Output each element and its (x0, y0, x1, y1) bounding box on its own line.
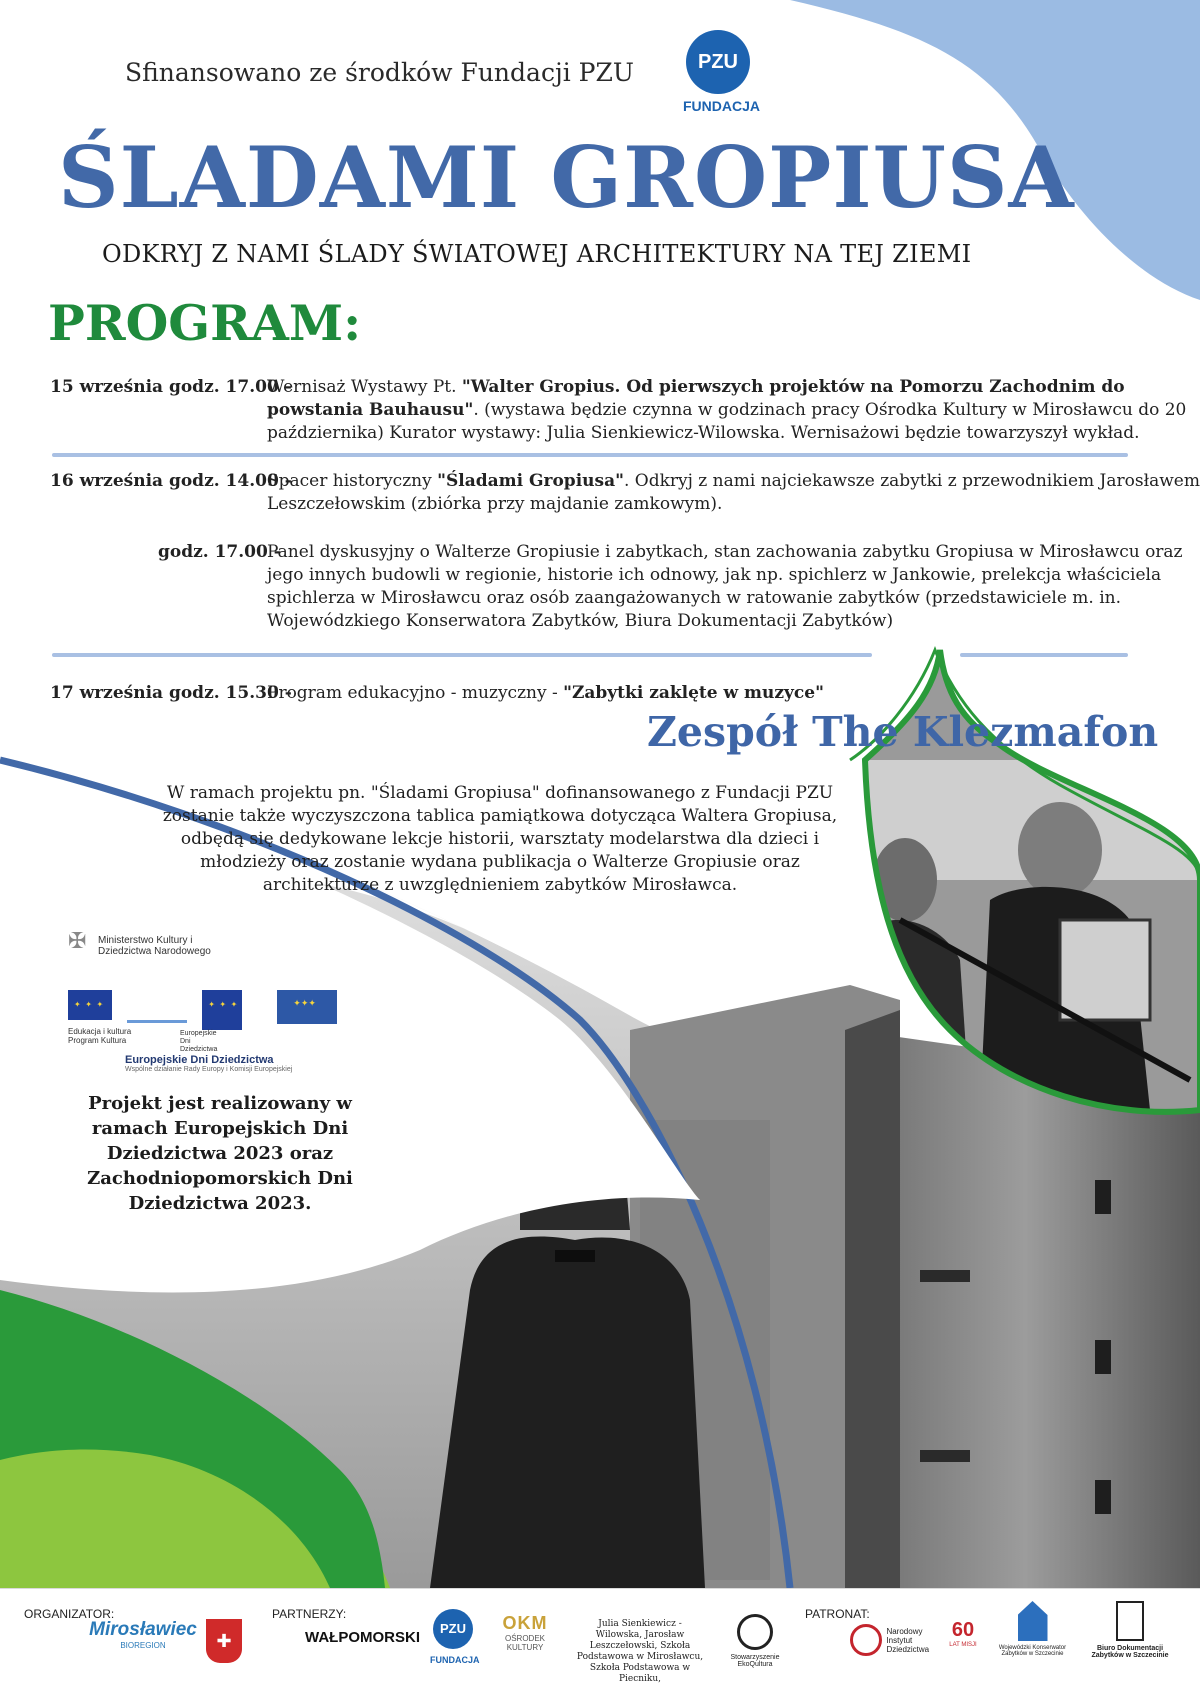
walpomorski-logo: WAŁPOMORSKI (305, 1629, 420, 1646)
council-of-europe-flag-icon (277, 990, 337, 1024)
event-lead: Spacer historyczny (267, 471, 438, 491)
miroslawiec-sub: BIOREGION (120, 1641, 166, 1650)
edd-eu-flag-icon (202, 990, 242, 1030)
wkz-name: Wojewódzki Konserwator Zabytków w Szczecinie (998, 1645, 1067, 1657)
event-details: . Odkryj z nami najciekawsze zabytki z przewodnikiem Jarosławem Leszczełowskim (zbiórka przy majdanie zamkowym). (267, 471, 1200, 514)
pzu-logo-mark: PZU (686, 30, 750, 94)
pzu-mark: PZU (433, 1609, 473, 1649)
event-lead: Panel dyskusyjny o Walterze Gropiusie i zabytkach, stan zachowania zabytku Gropiusa w Mirosławcu oraz jego innych budowli w regionie, historie ich odnowy, jak np. spichlerz w Jankowie, prelekcja właściciela spichlerza w Mirosławcu oraz osób zaangażowanych w ratowanie zabytków (przedstawiciele m. in. Wojewódzkiego Konserwatora Zabytków, Biura Dokumentacji Zabytków) (267, 542, 1183, 631)
eagle-icon: ✠ (68, 928, 87, 953)
bdz-name: Biuro Dokumentacji Zabytków w Szczecinie (1091, 1645, 1169, 1659)
pzu-caption: FUNDACJA (430, 1655, 480, 1665)
event-date: 17 września godz. 15.30 - (50, 683, 292, 703)
band-name: Zespół The Klezmafon (647, 708, 1159, 756)
event-description (267, 682, 1200, 705)
edd-subtitle: Wspólne działanie Rady Europy i Komisji Europejskiej (125, 1066, 293, 1073)
event-description (267, 376, 1200, 445)
nid-icon (850, 1624, 882, 1656)
bdz-icon (1116, 1601, 1144, 1641)
event-date: 16 września godz. 14.00 - (50, 471, 292, 491)
event-lead: Wernisaż Wystawy Pt. (267, 377, 462, 397)
nid-60-sub: LAT MISJI (949, 1642, 977, 1648)
event-details: . (wystawa będzie czynna w godzinach pracy Ośrodka Kultury w Mirosławcu do 20 października) Kurator wystawy: Julia Sienkiewicz-Wilowska. Wernisażowi będzie towarzyszył wykład. (267, 400, 1187, 443)
ministry-name: Ministerstwo Kultury i Dziedzictwa Narodowego (98, 935, 211, 957)
miroslawiec-name: Mirosławiec (89, 1619, 197, 1640)
event-time: godz. 17.00 - (158, 542, 281, 562)
wkz-shield-icon (1018, 1601, 1048, 1641)
ekoqultura-name: Stowarzyszenie EkoQultura (730, 1654, 780, 1668)
program-event-3 (50, 541, 1183, 661)
program-event-4 (50, 682, 1160, 708)
pzu-partner-logo (430, 1609, 480, 1665)
nid-60-badge (945, 1619, 981, 1648)
miroslawiec-logo (88, 1619, 198, 1650)
page-title: ŚLADAMI GROPIUSA (58, 128, 1075, 227)
ok-mark: OKM (502, 1613, 548, 1633)
page-subtitle: ODKRYJ Z NAMI ŚLADY ŚWIATOWEJ ARCHITEKTURY NA TEJ ZIEMI (102, 240, 972, 268)
eu-logos (68, 990, 337, 1030)
event-description (267, 541, 1200, 633)
culture-programme-swoosh-icon (127, 990, 187, 1023)
cultural-centre-logo (495, 1613, 555, 1652)
bdz-logo (1085, 1601, 1175, 1659)
divider (52, 453, 1128, 457)
patron-label: PATRONAT: (805, 1607, 870, 1621)
footer-partners (0, 1588, 1200, 1691)
partner-persons: Julia Sienkiewicz - Wilowska, Jarosław Leszczełowski, Szkoła Podstawowa w Mirosławcu, Szkoła Podstawowa w Piecniku, (576, 1619, 704, 1684)
event-lead: Program edukacyjno - muzyczny - (267, 683, 564, 703)
partners-label: PARTNERZY: (272, 1607, 347, 1621)
event-date: 15 września godz. 17.00 - (50, 377, 292, 397)
edd-small-label: Europejskie Dni Dziedzictwa (180, 1030, 218, 1053)
ekoqultura-icon (737, 1614, 773, 1650)
nid-logo (850, 1624, 945, 1656)
realization-note: Projekt jest realizowany w ramach Europejskich Dni Dziedzictwa 2023 oraz Zachodniopomorskich Dni Dziedzictwa 2023. (87, 1093, 353, 1214)
program-heading: PROGRAM: (48, 294, 362, 352)
ekoqultura-logo (720, 1614, 790, 1668)
divider (52, 653, 872, 657)
edk-label: Edukacja i kultura Program Kultura (68, 1027, 132, 1045)
program-event-1 (50, 376, 1187, 446)
ministry-logo (68, 928, 218, 961)
pzu-foundation-logo (683, 30, 760, 114)
eu-flag-icon (68, 990, 112, 1020)
event-description (267, 470, 1200, 516)
event-title: "Walter Gropius. Od pierwszych projektów na Pomorzu Zachodnim do powstania Bauhausu" (267, 377, 1125, 420)
ok-caption: OŚRODEK KULTURY (504, 1634, 545, 1652)
pzu-logo-caption: FUNDACJA (683, 98, 760, 114)
coat-of-arms-icon: ✚ (206, 1619, 242, 1663)
project-description: W ramach projektu pn. "Śladami Gropiusa" dofinansowanego z Fundacji PZU zostanie także wyczyszczona tablica pamiątkowa dotycząca Waltera Gropiusa, odbędą się dedykowane lekcje historii, warsztaty modelarstwa dla dzieci i młodzieży oraz zostanie wydana publikacja o Walterze Gropiusie oraz architekturze z uwzględnieniem zabytków Mirosławca. (162, 783, 838, 895)
program-event-2 (50, 470, 1200, 520)
event-title: "Zabytki zaklęte w muzyce" (563, 683, 824, 703)
wkz-logo (995, 1601, 1070, 1657)
event-title: "Śladami Gropiusa" (437, 471, 624, 491)
funding-note: Sfinansowano ze środków Fundacji PZU (125, 58, 634, 87)
organizer-label: ORGANIZATOR: (24, 1607, 115, 1621)
nid-60-number: 60 (951, 1619, 975, 1641)
edd-label: Europejskie Dni Dziedzictwa (125, 1054, 274, 1066)
nid-name: Narodowy Instytut Dziedzictwa (886, 1626, 930, 1654)
divider (960, 653, 1128, 657)
